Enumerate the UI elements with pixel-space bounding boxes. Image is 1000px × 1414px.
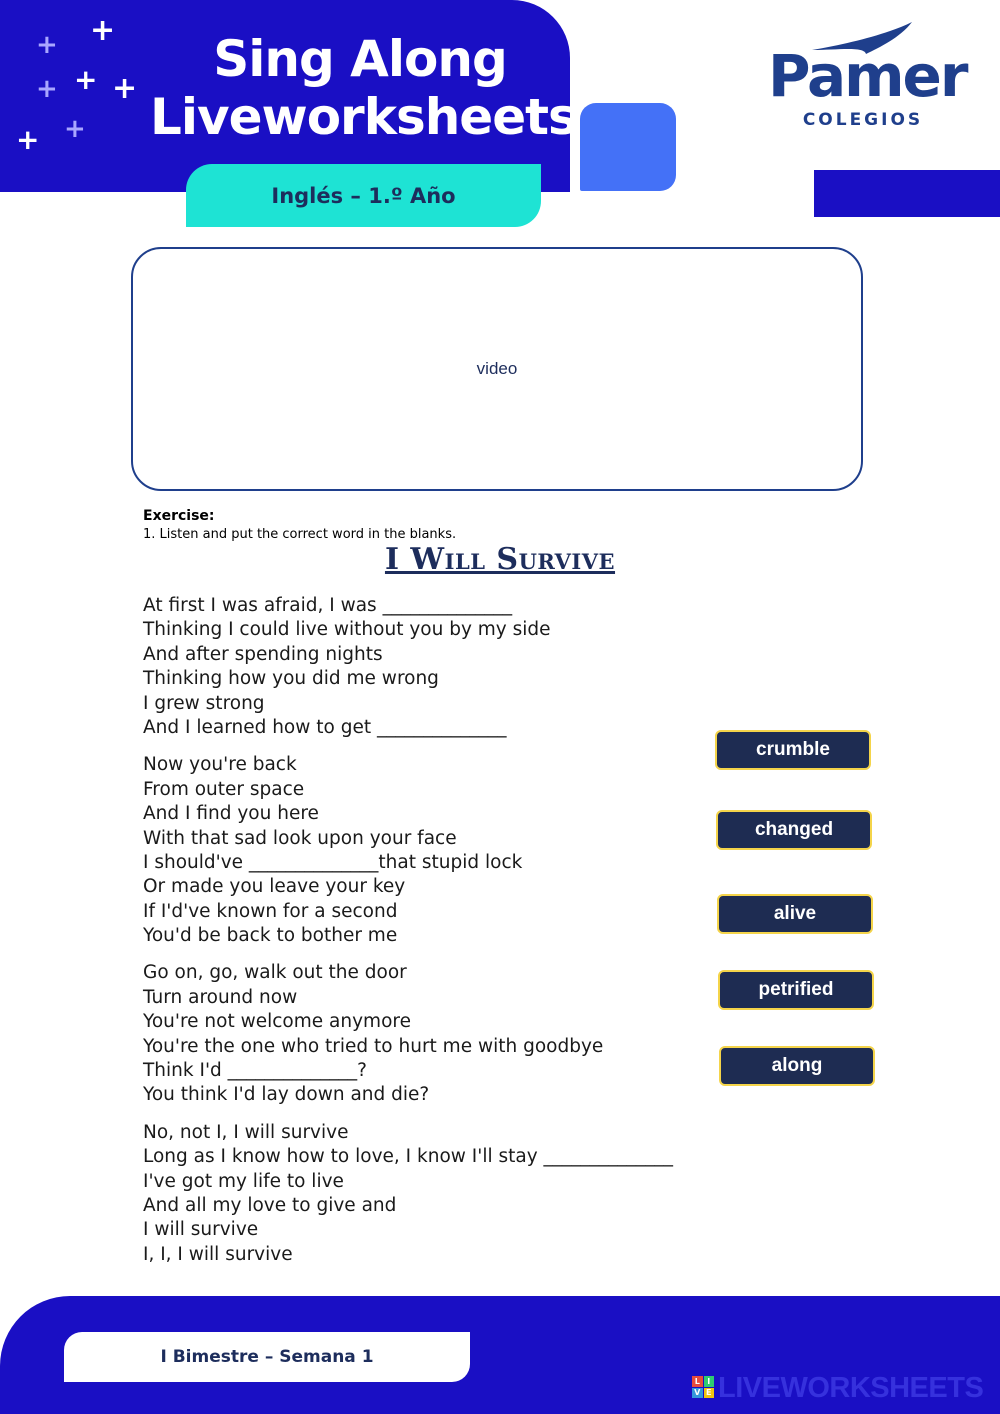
lyric-line: I should've ______________that stupid lock xyxy=(143,851,523,873)
lyrics xyxy=(143,594,713,1280)
lyric-line: You're not welcome anymore xyxy=(143,1011,411,1033)
lyric-line: Think I'd ______________? xyxy=(143,1060,367,1082)
lyric-line: Turn around now xyxy=(143,986,298,1008)
lyric-line: And after spending nights xyxy=(143,643,383,665)
lyric-line: And all my love to give and xyxy=(143,1194,397,1216)
lyric-line: At first I was afraid, I was ______________ xyxy=(143,595,513,616)
lyric-line: If I'd've known for a second xyxy=(143,900,398,922)
plus-decoration-icon: + xyxy=(90,13,116,48)
lyric-line: Go on, go, walk out the door xyxy=(143,962,407,984)
lyric-line: Thinking I could live without you by my side xyxy=(143,619,551,641)
word-option-alive[interactable]: alive xyxy=(717,894,873,934)
lyric-line: I will survive xyxy=(143,1219,259,1241)
word-option-crumble[interactable]: crumble xyxy=(715,730,871,770)
badge-letter: E xyxy=(704,1388,715,1399)
lyric-line: No, not I, I will survive xyxy=(143,1121,349,1143)
badge-letter: V xyxy=(692,1388,703,1399)
word-option-changed[interactable]: changed xyxy=(716,810,872,850)
word-option-petrified[interactable]: petrified xyxy=(718,970,874,1010)
lyric-line: I've got my life to live xyxy=(143,1170,344,1192)
school-logo xyxy=(768,20,967,135)
badge-letter: I xyxy=(704,1376,715,1387)
plus-decoration-icon: + xyxy=(112,71,138,106)
lyric-line: I, I, I will survive xyxy=(143,1243,293,1265)
badge-letter: L xyxy=(692,1376,703,1387)
subject-tab: Inglés – 1.º Año xyxy=(186,164,541,227)
plus-decoration-icon: + xyxy=(36,74,58,104)
video-player[interactable] xyxy=(131,247,863,491)
lyric-line: Thinking how you did me wrong xyxy=(143,668,439,690)
lyric-line: You think I'd lay down and die? xyxy=(143,1084,430,1106)
video-label: video xyxy=(476,359,518,378)
liveworksheets-watermark[interactable]: LIVEWORKSHEETS xyxy=(718,1372,984,1404)
plus-decoration-icon: + xyxy=(74,63,98,96)
lyric-line: You're the one who tried to hurt me with goodbye xyxy=(143,1035,604,1057)
lyric-line: And I learned how to get ______________ xyxy=(143,716,507,738)
stanza xyxy=(143,594,713,740)
logo-subtitle: COLEGIOS xyxy=(802,110,924,130)
plus-decoration-icon: + xyxy=(64,114,86,144)
lyric-line: I grew strong xyxy=(143,692,265,714)
decorative-bar xyxy=(814,170,1000,217)
lyric-line: Now you're back xyxy=(143,754,297,776)
word-option-along[interactable]: along xyxy=(719,1046,875,1086)
logo-wordmark: Pamer xyxy=(768,42,967,110)
lyric-line: And I find you here xyxy=(143,803,319,825)
lyric-line: With that sad look upon your face xyxy=(143,827,457,849)
plus-decoration-icon: + xyxy=(36,30,58,60)
exercise-instruction: 1. Listen and put the correct word in the blanks. xyxy=(143,527,457,542)
lyric-line: From outer space xyxy=(143,778,305,800)
exercise-label: Exercise: xyxy=(143,508,215,524)
title-line-2: Liveworksheets xyxy=(150,88,577,146)
decorative-square xyxy=(580,103,676,191)
liveworksheets-logo-icon xyxy=(692,1376,714,1398)
lyric-line: You'd be back to bother me xyxy=(143,925,398,947)
week-label: I Bimestre – Semana 1 xyxy=(64,1332,470,1382)
stanza xyxy=(143,753,713,948)
stanza xyxy=(143,1121,713,1267)
stanza xyxy=(143,961,713,1107)
title-line-1: Sing Along xyxy=(213,30,507,88)
plus-decoration-icon: + xyxy=(16,123,40,156)
lyric-line: Or made you leave your key xyxy=(143,876,406,898)
page-title xyxy=(150,30,577,146)
song-title: I Will Survive xyxy=(384,542,616,577)
lyric-line: Long as I know how to love, I know I'll stay ______________ xyxy=(143,1146,674,1168)
